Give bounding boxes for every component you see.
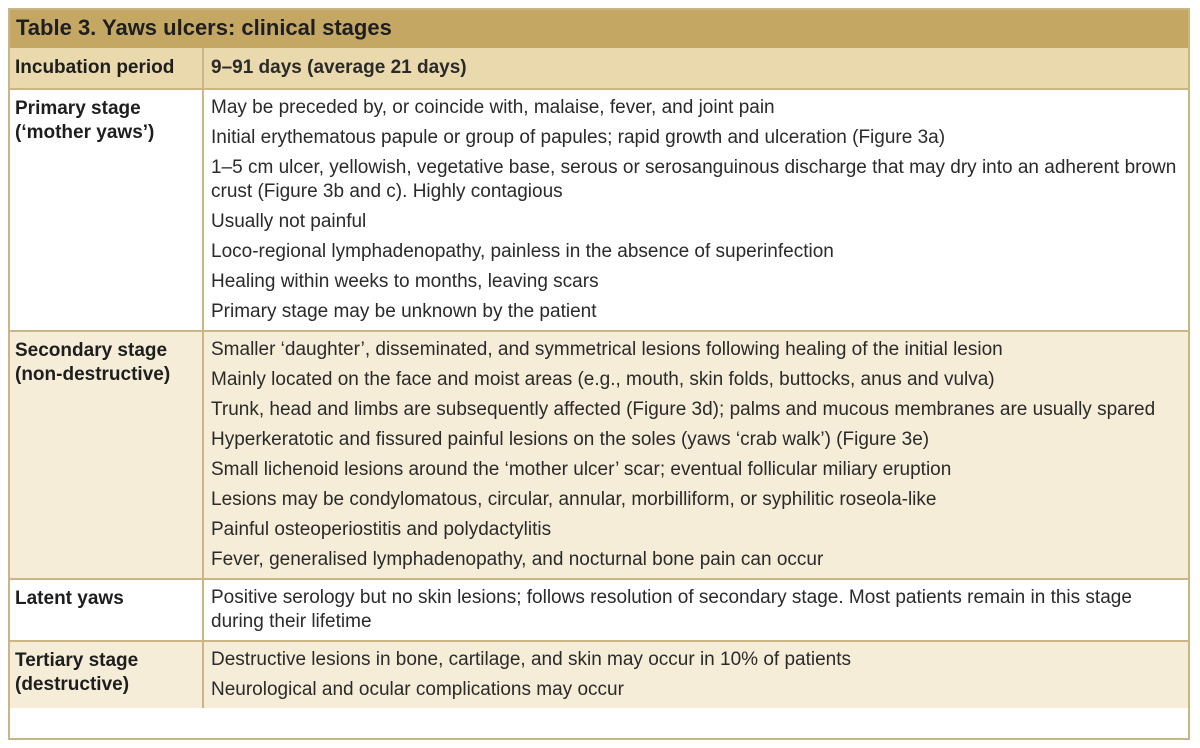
clinical-stages-table (8, 8, 1190, 740)
label-line: Secondary stage (15, 340, 168, 361)
label-line: (non-destructive) (15, 364, 171, 385)
list-item: Smaller ‘daughter’, disseminated, and symmetrical lesions following healing of the initial lesion (211, 339, 1003, 360)
list-item: Initial erythematous papule or group of papules; rapid growth and ulceration (Figure 3a) (211, 127, 946, 148)
row-label-latent-yaws (8, 580, 204, 640)
list-item: Painful osteoperiostitis and polydactylitis (211, 519, 552, 540)
list-item: Hyperkeratotic and fissured painful lesions on the soles (yaws ‘crab walk’) (Figure 3e) (211, 429, 930, 450)
table-row-secondary-stage (8, 332, 1190, 580)
list-item: Positive serology but no skin lesions; follows resolution of secondary stage. Most patients remain in this stage during their lifetime (211, 587, 1132, 632)
table-caption: Table 3. Yaws ulcers: clinical stages (8, 8, 1190, 48)
label-line: Primary stage (15, 98, 141, 119)
incubation-label: Incubation period (8, 48, 204, 88)
row-content-secondary-stage (204, 332, 1190, 578)
list-item: Healing within weeks to months, leaving scars (211, 271, 599, 292)
list-item: Primary stage may be unknown by the patient (211, 301, 597, 322)
list-item: Destructive lesions in bone, cartilage, and skin may occur in 10% of patients (211, 649, 851, 670)
list-item: Neurological and ocular complications may occur (211, 679, 624, 700)
label-line: (destructive) (15, 674, 130, 695)
table-row-latent-yaws (8, 580, 1190, 642)
row-label-primary-stage (8, 90, 204, 330)
row-content-primary-stage (204, 90, 1190, 330)
table-row-primary-stage (8, 90, 1190, 332)
list-item: 1–5 cm ulcer, yellowish, vegetative base, serous or serosanguinous discharge that may dry into an adherent brown crust (Figure 3b and c). Highly contagious (211, 157, 1177, 202)
list-item: May be preceded by, or coincide with, malaise, fever, and joint pain (211, 97, 775, 118)
row-content-latent-yaws (204, 580, 1190, 640)
row-label-secondary-stage (8, 332, 204, 578)
incubation-row (8, 48, 1190, 90)
table-row-tertiary-stage (8, 642, 1190, 708)
list-item: Lesions may be condylomatous, circular, annular, morbilliform, or syphilitic roseola-like (211, 489, 937, 510)
row-label-tertiary-stage (8, 642, 204, 708)
row-content-tertiary-stage (204, 642, 1190, 708)
list-item: Loco-regional lymphadenopathy, painless in the absence of superinfection (211, 241, 834, 262)
label-line: Tertiary stage (15, 650, 139, 671)
list-item: Mainly located on the face and moist areas (e.g., mouth, skin folds, buttocks, anus and vulva) (211, 369, 995, 390)
list-item: Trunk, head and limbs are subsequently affected (Figure 3d); palms and mucous membranes are usually spared (211, 399, 1156, 420)
incubation-value: 9–91 days (average 21 days) (211, 57, 467, 78)
list-item: Fever, generalised lymphadenopathy, and nocturnal bone pain can occur (211, 549, 824, 570)
label-line: Latent yaws (15, 588, 124, 609)
list-item: Small lichenoid lesions around the ‘mother ulcer’ scar; eventual follicular miliary eruption (211, 459, 952, 480)
list-item: Usually not painful (211, 211, 367, 232)
label-line: (‘mother yaws’) (15, 122, 155, 143)
